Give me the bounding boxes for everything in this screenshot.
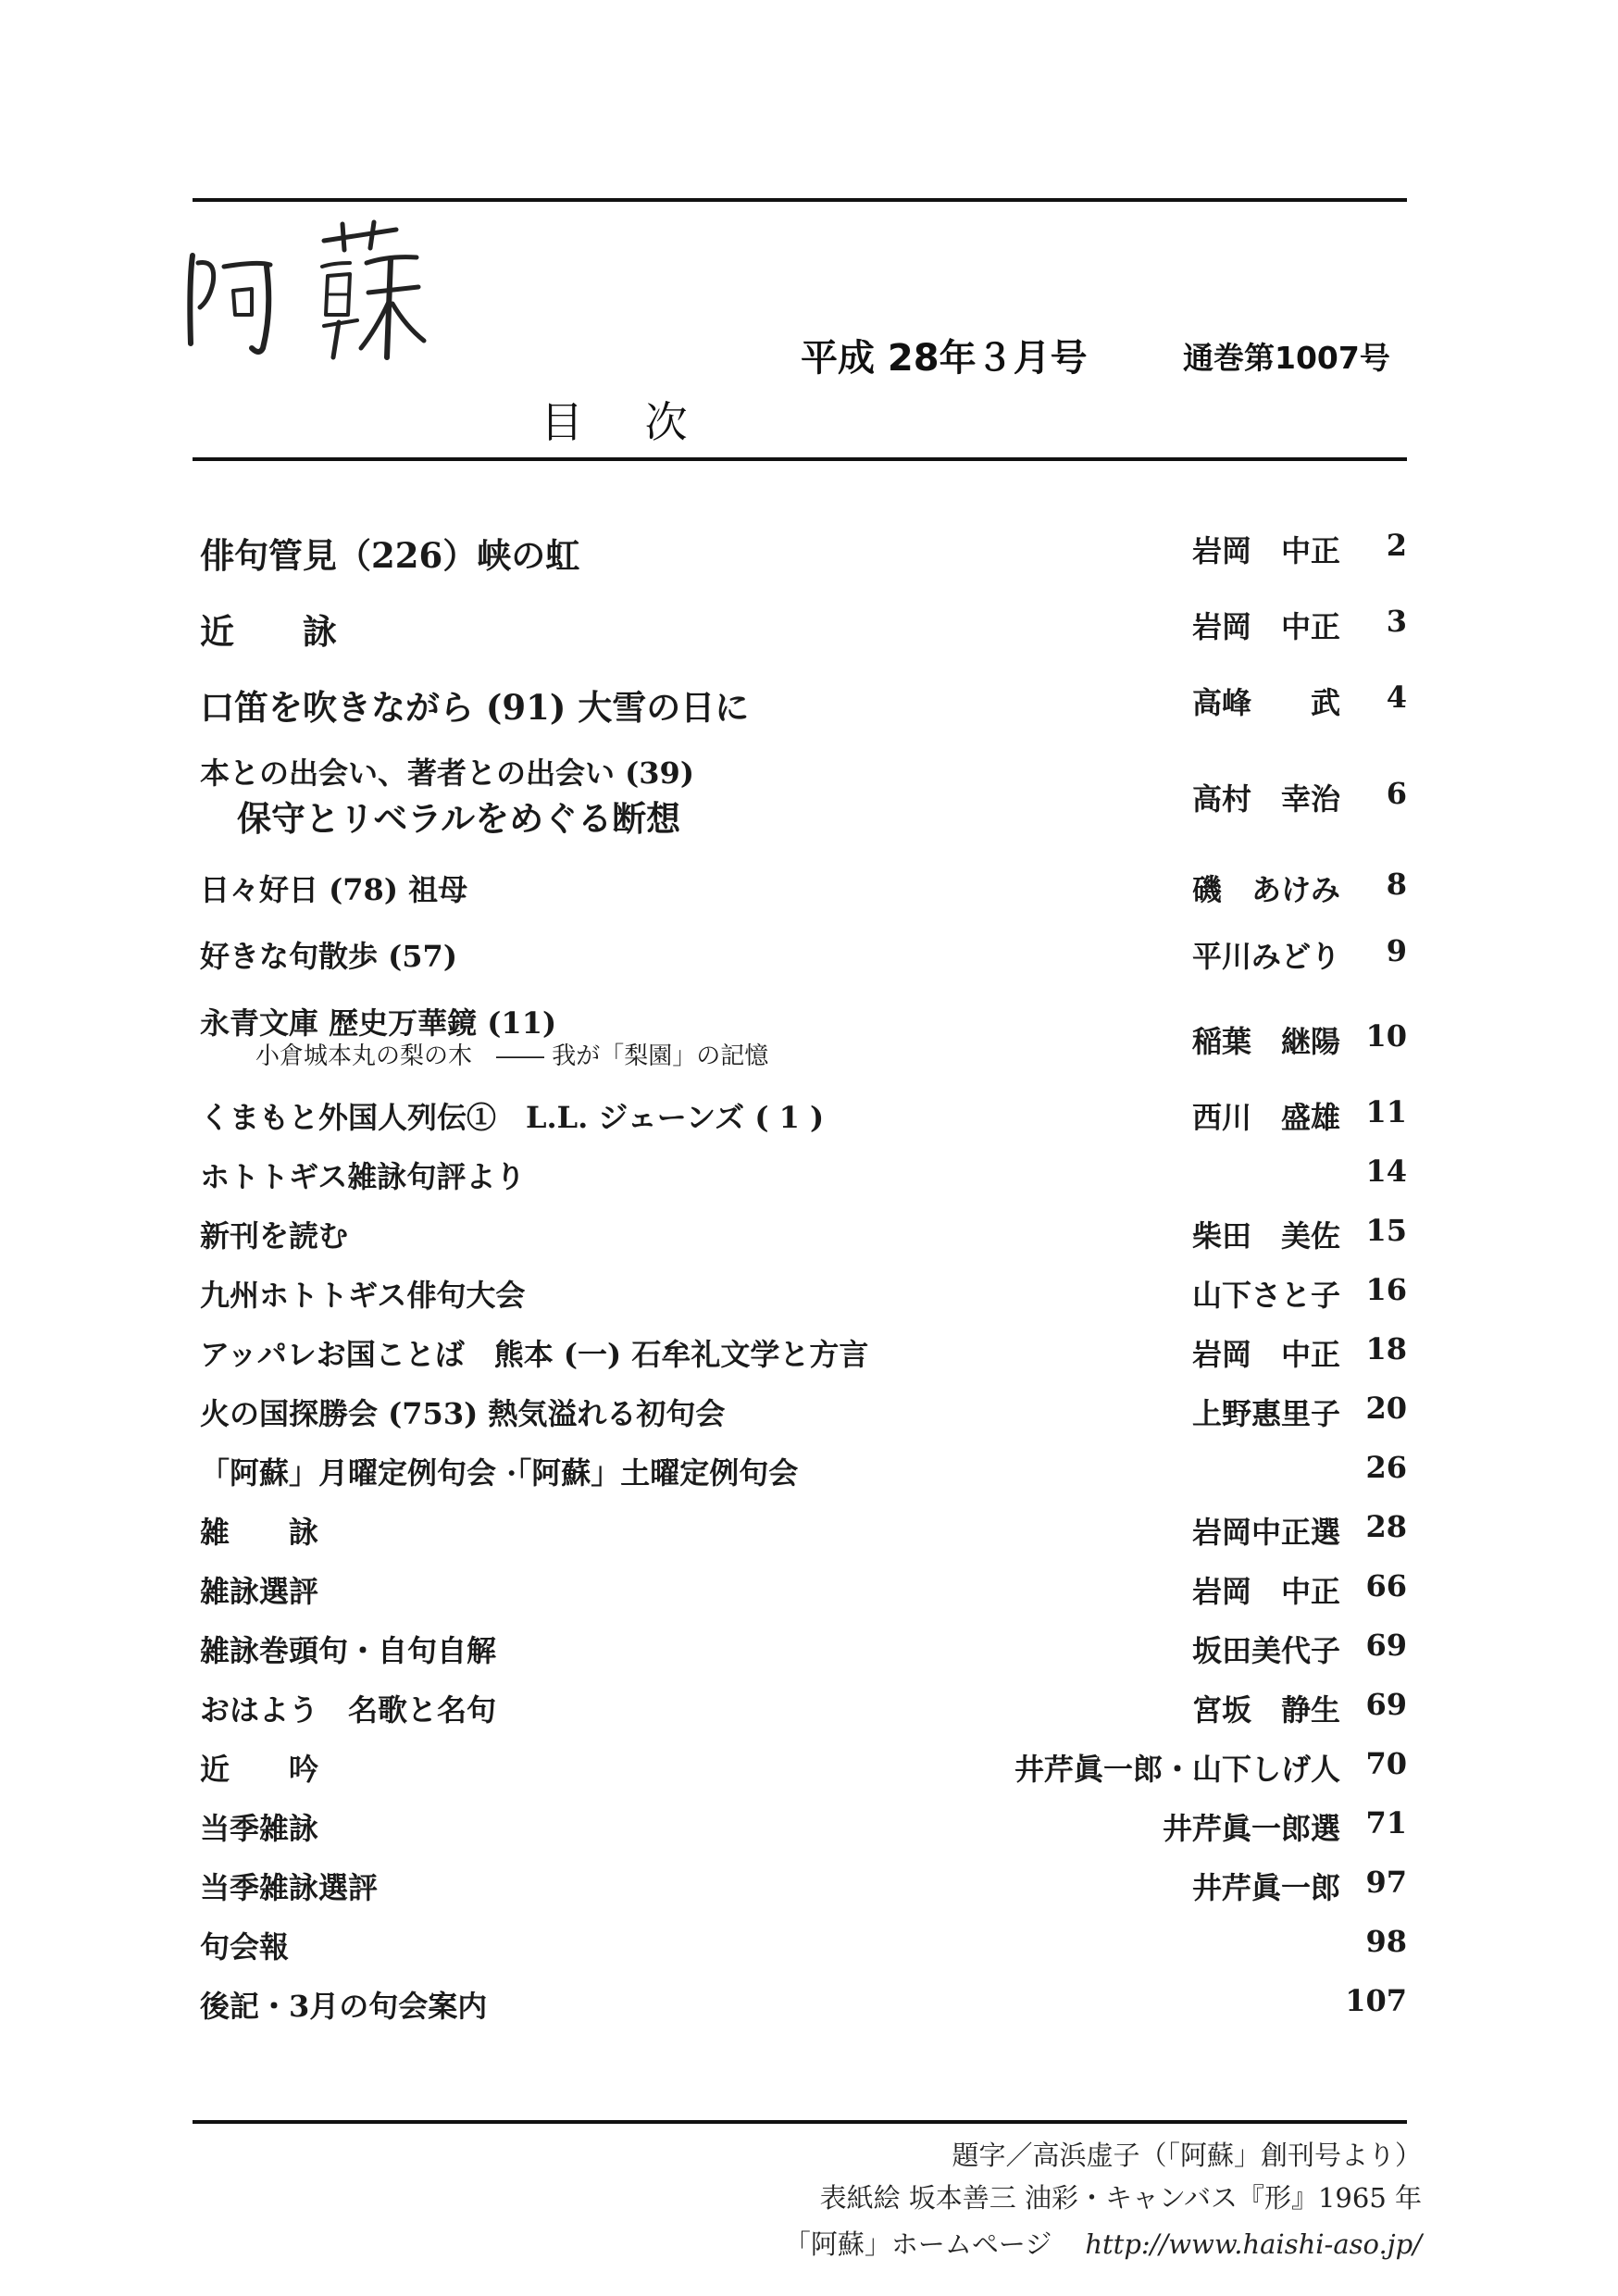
top-rule: [193, 198, 1407, 202]
toc-entry-title: 雑 詠: [200, 1515, 319, 1550]
toc-entry-page: 10: [1365, 1018, 1407, 1054]
toc-entry-title: おはよう 名歌と名句: [200, 1692, 497, 1728]
toc-entry-author: 高峰 武: [1191, 685, 1340, 720]
footer-rule: [193, 2120, 1407, 2124]
toc-entry-page: 70: [1365, 1746, 1407, 1781]
cover-credit: 表紙絵 坂本善三 油彩・キャンバス『形』1965 年: [819, 2182, 1422, 2214]
toc-entry-title: 「阿蘇」月曜定例句会 ·「阿蘇」土曜定例句会: [200, 1455, 799, 1491]
toc-entry-title: アッパレお国ことば 熊本 (一) 石牟礼文学と方言: [200, 1337, 869, 1372]
toc-entry-author: 岩岡 中正: [1191, 1337, 1340, 1372]
toc-entry-title: 雑詠選評: [200, 1574, 319, 1609]
toc-entry-title: 当季雑詠: [200, 1811, 319, 1846]
toc-entry-page: 71: [1365, 1805, 1407, 1841]
toc-entry-page: 8: [1386, 867, 1407, 902]
toc-entry-author: 柴田 美佐: [1191, 1218, 1340, 1254]
toc-entry-title: 後記・3月の句会案内: [200, 1989, 488, 2024]
toc-entry-page: 9: [1386, 933, 1407, 968]
toc-entry-page: 98: [1365, 1924, 1407, 1959]
toc-entry-title: 火の国探勝会 (753) 熱気溢れる初句会: [200, 1396, 726, 1431]
calligraphy-credit: 題字／高浜虚子（「阿蘇」創刊号より）: [952, 2140, 1422, 2171]
toc-entry-page: 26: [1365, 1450, 1407, 1485]
toc-entry-author: 上野惠里子: [1191, 1396, 1340, 1431]
toc-entry-page: 18: [1365, 1331, 1407, 1366]
toc-entry-title: 口笛を吹きながら (91) 大雪の日に: [200, 687, 750, 728]
toc-entry-author: 井芹眞一郎: [1191, 1870, 1340, 1905]
homepage-link[interactable]: http://www.haishi-aso.jp/: [1085, 2228, 1422, 2260]
toc-entry-page: 97: [1365, 1865, 1407, 1900]
toc-entry-page: 20: [1365, 1391, 1407, 1426]
toc-entry-page: 2: [1386, 528, 1407, 563]
toc-entry-page: 16: [1365, 1272, 1407, 1307]
issue-volume: 通巻第1007号: [1183, 340, 1390, 376]
toc-entry-title: 本との出会い、著者との出会い (39): [200, 755, 694, 791]
toc-entry-title: 近 詠: [200, 611, 337, 652]
toc-entry-page: 3: [1386, 604, 1407, 639]
issue-date: 平成 28年３月号: [801, 337, 1088, 380]
toc-entry-author: 西川 盛雄: [1191, 1100, 1340, 1135]
toc-entry-title: 新刊を読む: [200, 1218, 349, 1254]
toc-entry-author: 岩岡 中正: [1191, 609, 1340, 644]
toc-entry-title: 近 吟: [200, 1752, 319, 1787]
toc-entry-page: 14: [1365, 1154, 1407, 1189]
toc-entry-page: 69: [1365, 1628, 1407, 1663]
toc-entry-title: 雑詠巻頭句・自句自解: [200, 1633, 497, 1668]
toc-entry-title: 句会報: [200, 1929, 290, 1965]
toc-entry-author: 岩岡中正選: [1191, 1515, 1340, 1550]
toc-entry-subtitle: 保守とリベラルをめぐる断想: [237, 798, 681, 839]
toc-entry-page: 107: [1345, 1983, 1407, 2018]
toc-entry-title: 日々好日 (78) 祖母: [200, 872, 468, 907]
toc-entry-author: 磯 あけみ: [1191, 872, 1340, 907]
toc-entry-author: 高村 幸治: [1191, 781, 1340, 817]
toc-entry-author: 岩岡 中正: [1191, 1574, 1340, 1609]
toc-entry-author: 宮坂 静生: [1191, 1692, 1340, 1728]
toc-entry-author: 稲葉 継陽: [1191, 1024, 1340, 1059]
toc-entry-author: 井芹眞一郎選: [1162, 1811, 1340, 1846]
aso-calligraphy-logo: [185, 218, 555, 367]
homepage-line: [784, 2224, 1422, 2262]
toc-heading: 目 次: [541, 397, 712, 447]
toc-entry-page: 11: [1365, 1094, 1407, 1129]
header-rule: [193, 457, 1407, 461]
toc-entry-title: 九州ホトトギス俳句大会: [200, 1278, 526, 1313]
toc-entry-title: 永青文庫 歴史万華鏡 (11): [200, 1005, 557, 1041]
toc-entry-page: 15: [1365, 1213, 1407, 1248]
toc-entry-page: 66: [1365, 1568, 1407, 1603]
toc-entry-page: 6: [1386, 776, 1407, 811]
toc-entry-title: 当季雑詠選評: [200, 1870, 379, 1905]
toc-entry-author: 山下さと子: [1191, 1278, 1340, 1313]
toc-entry-author: 岩岡 中正: [1191, 533, 1340, 568]
toc-entry-title: 俳句管見（226）峡の虹: [200, 535, 580, 576]
toc-entry-author: 坂田美代子: [1191, 1633, 1340, 1668]
toc-entry-title: ホトトギス雑詠句評より: [200, 1159, 526, 1194]
toc-entry-author: 井芹眞一郎・山下しげ人: [1014, 1752, 1340, 1787]
toc-entry-page: 28: [1365, 1509, 1407, 1544]
toc-entry-title: 好きな句散歩 (57): [200, 939, 457, 974]
toc-entry-title: くまもと外国人列伝① L.L. ジェーンズ ( 1 ): [200, 1100, 825, 1135]
toc-entry-subtitle: 小倉城本丸の梨の木 ―― 我が「梨園」の記憶: [255, 1042, 769, 1070]
homepage-label: 「阿蘇」ホームページ: [783, 2228, 1052, 2260]
toc-entry-page: 4: [1386, 680, 1407, 715]
toc-entry-author: 平川みどり: [1191, 939, 1340, 974]
toc-entry-page: 69: [1365, 1687, 1407, 1722]
